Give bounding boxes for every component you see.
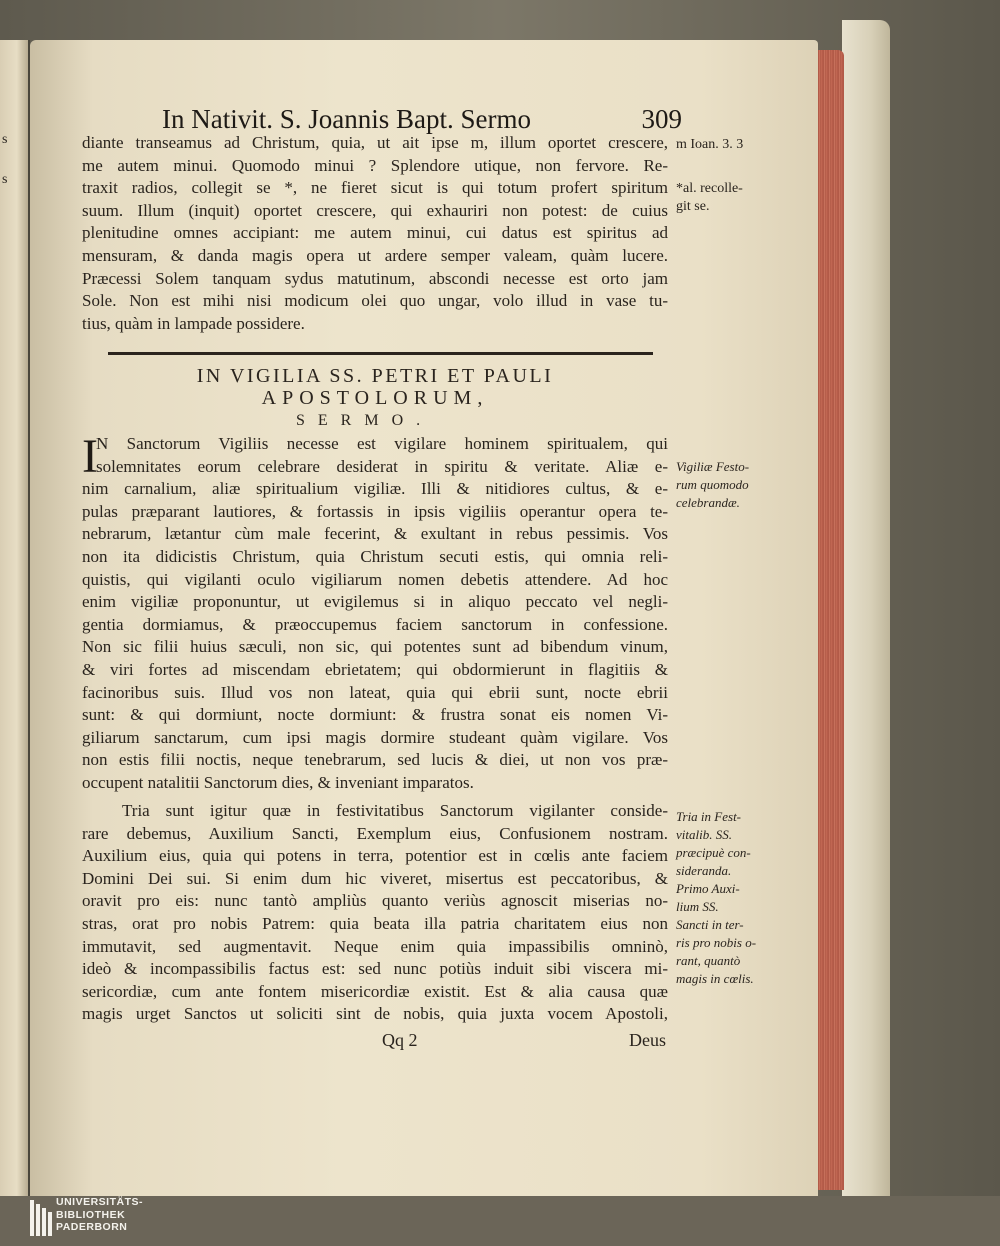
margin-note-reference: [676, 136, 776, 154]
margin-note-line: *al. recolle-: [676, 181, 743, 196]
text-line: Domini Dei sui. Si enim dum hic viveret, misertus est peccatoribus, &: [82, 868, 668, 888]
margin-note-line: Vigiliæ Festo-: [676, 459, 750, 474]
margin-note-three-things: [676, 808, 776, 988]
book-cover: [842, 20, 890, 1196]
text-line: gentia dormiamus, & præoccupemus faciem sanctorum in confessione.: [82, 614, 668, 634]
text-line: me autem minui. Quomodo minui ? Splendore utique, non fervore. Re-: [82, 155, 668, 175]
paragraph-2: [82, 430, 668, 795]
page-number: 309: [641, 104, 682, 134]
text-line: magis urget Sanctos ut soliciti sint de nobis, quia juxta vocem Apostoli,: [82, 1004, 668, 1024]
logo-line: BIBLIOTHEK: [56, 1208, 126, 1221]
section-title-line-1: IN VIGILIA SS. PETRI ET PAULI: [196, 365, 554, 387]
paragraph-3: [82, 800, 668, 1026]
text-line: suum. Illum (inquit) oportet crescere, qui exhauriri non potest: de cuius: [82, 200, 668, 220]
text-line: Præcessi Solem tanquam sydus matutinum, abscondi necesse est orto jam: [82, 268, 668, 288]
text-line: non ita didicistis Christum, quia Christum secuti estis, qui omnia reli-: [82, 546, 668, 566]
logo-line: PADERBORN: [56, 1221, 128, 1233]
text-line: immutavit, sed augmentavit. Neque enim quia impassibilis omninò,: [82, 936, 668, 956]
text-line: Sole. Non est mihi nisi modicum olei quo ungar, volo illud in vase tu-: [82, 291, 668, 311]
margin-note-line: vitalib. SS.: [676, 827, 732, 842]
text-line: Auxilium eius, quia qui potens in terra, potentior est in cœlis ante faciem: [82, 846, 668, 866]
text-line: sericordiæ, cum ante fontem misericordiæ existit. Est & alia causa quæ: [82, 981, 668, 1001]
text-line: plenitudine omnes accipiant: me autem minui, cui datus est spiritus ad: [82, 223, 668, 243]
margin-note-line: sideranda.: [676, 863, 732, 878]
section-title-line-2: APOSTOLORUM,: [261, 387, 489, 409]
left-page-mark: s: [2, 172, 8, 187]
margin-note-vigils: [676, 458, 776, 512]
margin-note-line: ris pro nobis o-: [676, 935, 757, 950]
text-line: giliarum sanctarum, cum ipsi magis dormire studeant quàm vigilare. Vos: [82, 727, 668, 747]
text-line: Non sic filii huius sæculi, non sic, qui potentes sunt ad bibendum vinum,: [82, 637, 668, 657]
left-page-edge: [0, 40, 30, 1196]
margin-note-line: m Ioan. 3. 3: [676, 137, 744, 152]
text-line: tius, quàm in lampade possidere.: [82, 313, 305, 333]
catchword: Deus: [629, 1030, 666, 1050]
margin-note-line: præcipuè con-: [676, 845, 751, 860]
text-line: sunt: & qui dormiunt, nocte dormiunt: & frustra sonat eis nomen Vi-: [82, 705, 668, 725]
margin-note-line: magis in cœlis.: [676, 971, 754, 986]
text-line: Tria sunt igitur quæ in festivitatibus Sanctorum vigilanter conside-: [122, 801, 668, 820]
section-title-line-3: SERMO.: [296, 412, 434, 429]
running-title: In Nativit. S. Joannis Bapt. Sermo: [162, 104, 531, 134]
text-line: pulas præparant lautiores, & fortassis in ipsis vigiliis operantur opera te-: [82, 501, 668, 521]
text-line: & viri fortes ad miscendam ebrietatem; qui obdormierunt in flagitiis &: [82, 659, 668, 679]
margin-note-line: rum quomodo: [676, 477, 749, 492]
drop-cap: I: [82, 430, 98, 483]
margin-note-line: celebrandæ.: [676, 495, 740, 510]
text-line: nebrarum, lætantur cùm male fecerint, & exultant in rebus pessimis. Vos: [82, 524, 668, 544]
section-divider: [108, 352, 653, 355]
text-line: ideò & incompassibilis factus est: sed nunc potiùs induit sibi viscera mi-: [82, 959, 668, 979]
margin-note-line: Sancti in ter-: [676, 917, 744, 932]
text-line: mensuram, & danda magis opera ut ardere semper valeam, quàm lucere.: [82, 245, 668, 265]
library-logo-icon: [30, 1200, 52, 1236]
margin-note-line: Primo Auxi-: [676, 881, 740, 896]
library-logo-text: [56, 1196, 143, 1234]
text-line: enim vigiliæ proponuntur, ut evigilemus si in aliquo peccato vel negli-: [82, 592, 668, 612]
text-line: N Sanctorum Vigiliis necesse est vigilare hominem spiritualem, qui: [96, 434, 668, 453]
text-line: quistis, qui vigilanti oculo vigiliarum nomen debetis attendere. Ad hoc: [82, 569, 668, 589]
footer-bar: [0, 1196, 1000, 1246]
text-line: facinoribus suis. Illud vos non lateat, quia qui ebrii sunt, nocte ebrii: [82, 682, 668, 702]
logo-line: UNIVERSITÄTS-: [56, 1196, 144, 1208]
text-line: non estis filii noctis, neque tenebrarum, sed lucis & diei, ut non vos præ-: [82, 750, 668, 770]
margin-note-line: git se.: [676, 199, 710, 214]
text-line: stras, orat pro nobis Patrem: quia beata illa patria charitatem eius non: [82, 913, 668, 933]
text-line: solemnitates eorum celebrare desiderat in spiritu & veritate. Aliæ e-: [96, 456, 668, 476]
text-line: oravit pro eis: nunc tantò ampliùs quanto veriùs agnoscit miserias no-: [82, 891, 668, 911]
text-line: rare debemus, Auxilium Sancti, Exemplum eius, Confusionem nostram.: [82, 823, 668, 843]
margin-note-line: rant, quantò: [676, 953, 741, 968]
text-line: diante transeamus ad Christum, quia, ut ait ipse m, illum oportet crescere,: [82, 133, 668, 152]
text-line: traxit radios, collegit se *, ne fieret sicut is qui totum profert spiritum: [82, 178, 668, 198]
text-line: nim carnalium, aliæ spiritualium vigiliæ. Illi & nitidiores cultus, & e-: [82, 479, 668, 499]
text-line: occupent natalitii Sanctorum dies, & inveniant imparatos.: [82, 772, 474, 792]
left-page-mark: s: [2, 132, 8, 147]
margin-note-line: Tria in Fest-: [676, 809, 742, 824]
signature-mark: Qq 2: [382, 1030, 418, 1050]
page-footer: [82, 1030, 668, 1054]
margin-note-line: lium SS.: [676, 899, 719, 914]
margin-note-variant: [676, 180, 776, 216]
paragraph-1: [82, 132, 668, 335]
